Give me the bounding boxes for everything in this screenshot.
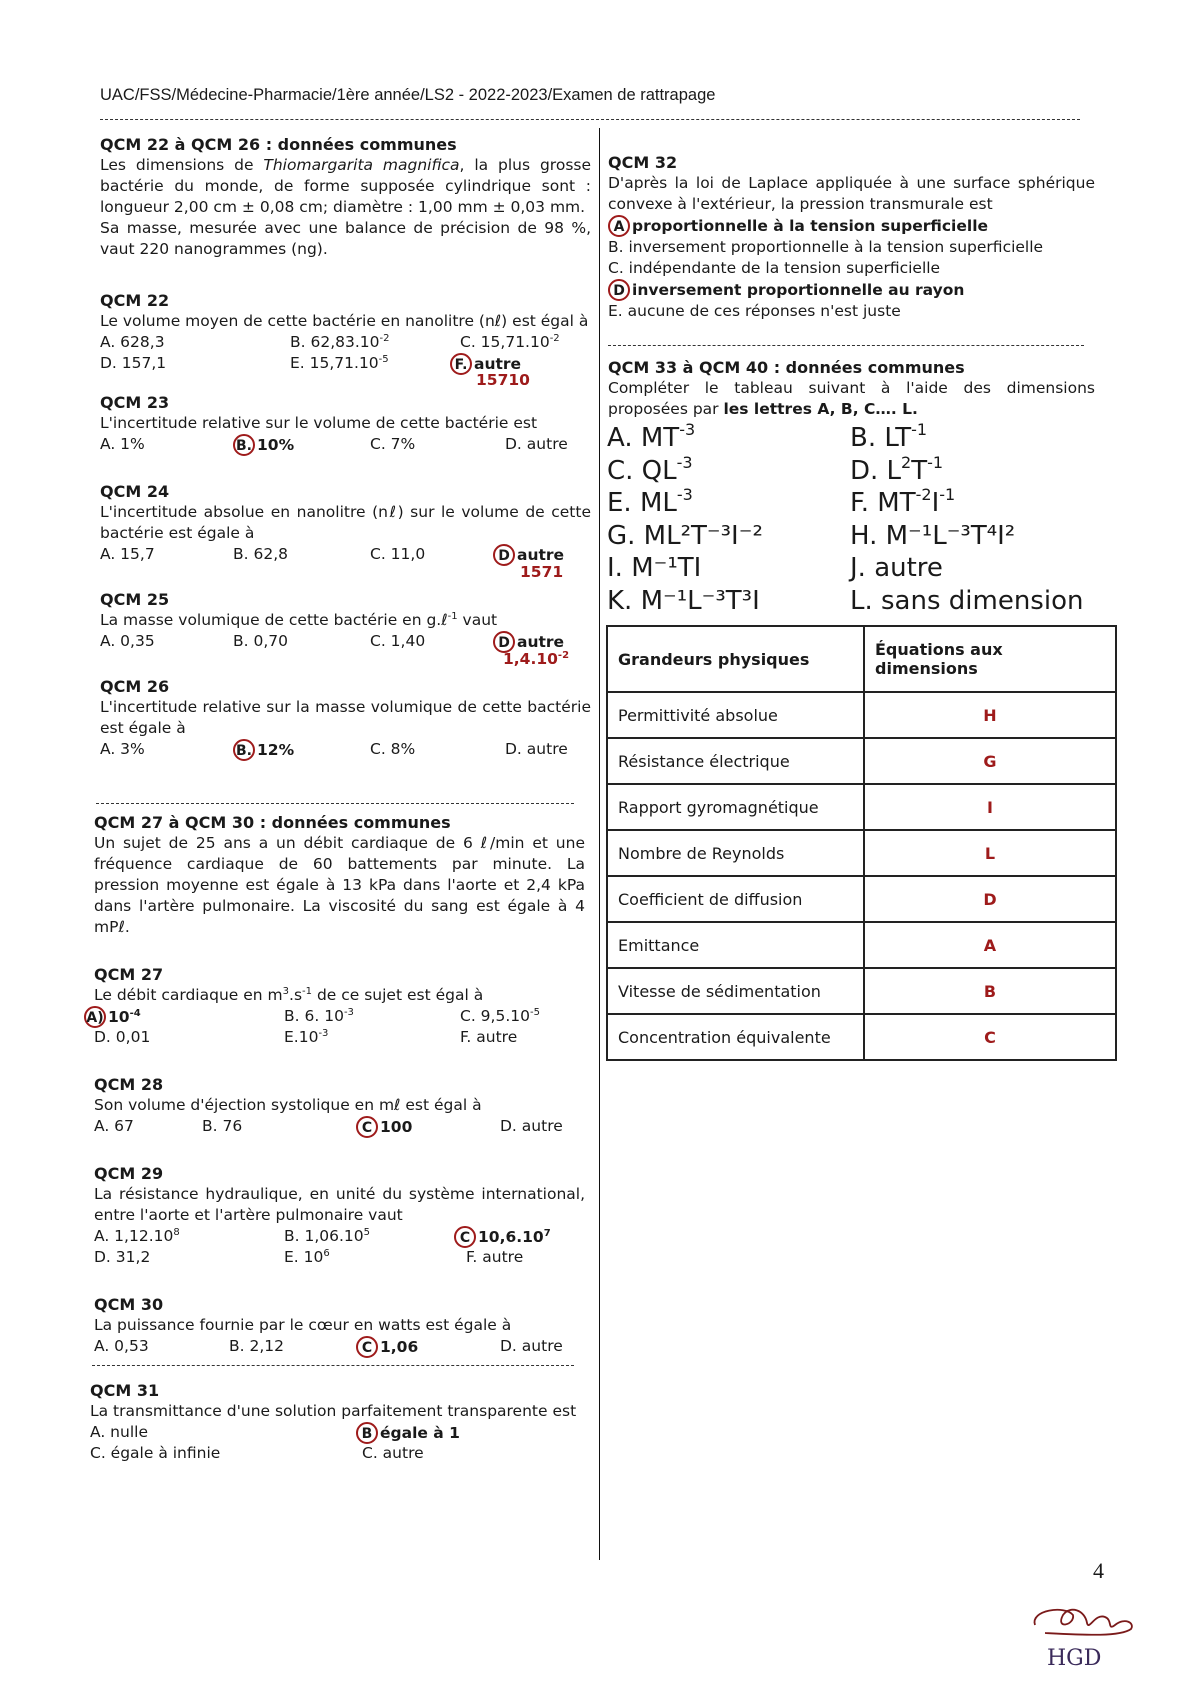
qcm30-text: La puissance fournie par le cœur en watts est égale à (94, 1316, 512, 1334)
qcm32-text: D'après la loi de Laplace appliquée à une surface sphérique convexe à l'extérieur, la pression transmurale est (608, 174, 1095, 213)
dim-option-k: K. M⁻¹L⁻³T³I (607, 585, 760, 616)
qcm30-option-b[interactable]: B. 2,12 (229, 1337, 284, 1355)
qcm30-option-a[interactable]: A. 0,53 (94, 1337, 149, 1355)
qcm27-option-b[interactable]: B. 6. $10^{-3}$ (284, 1006, 354, 1025)
qcm28-option-d[interactable]: D. autre (500, 1117, 563, 1135)
qcm27-option-c[interactable]: C. $9,5.10^{-5}$ (460, 1006, 540, 1025)
qcm25-option-b[interactable]: B. 0,70 (233, 632, 288, 650)
table-row: Résistance électrique G (607, 738, 1116, 784)
qcm30-option-d[interactable]: D. autre (500, 1337, 563, 1355)
qcm25-text: La masse volumique de cette bactérie en g.ℓ$^{-1}$ vaut (100, 610, 498, 629)
qcm24-answer-note: 1571 (520, 563, 564, 581)
qcm30-option-c[interactable]: C 1,06 (356, 1336, 418, 1358)
qcm23-option-c[interactable]: C. 7% (370, 435, 416, 453)
qcm32-option-e[interactable]: E. aucune de ces réponses n'est juste (608, 302, 901, 320)
dim-option-b: B. $LT^{-1}$ (850, 420, 928, 453)
column-divider (599, 128, 600, 1560)
qcm32-option-b[interactable]: B. inversement proportionnelle à la tension superficielle (608, 238, 1044, 256)
right-column-33 (608, 357, 1095, 420)
left-column (100, 134, 591, 760)
header-divider (100, 119, 1080, 120)
qcm28-option-b[interactable]: B. 76 (202, 1117, 243, 1135)
qcm28-title: QCM 28 (94, 1075, 164, 1094)
table-row: Rapport gyromagnétique I (607, 784, 1116, 830)
qcm29-option-b[interactable]: B. 1,06.10$^5$ (284, 1226, 371, 1245)
qcm22-option-c[interactable]: C. $15,71.10^{-2}$ (460, 332, 560, 351)
table-row: Nombre de Reynolds L (607, 830, 1116, 876)
dim-option-l: L. sans dimension (850, 585, 1084, 616)
qcm22-option-b[interactable]: B. $62,83.10^{-2}$ (290, 332, 390, 351)
qcm29-option-c[interactable]: C 10,6.10$^7$ (454, 1226, 551, 1248)
qcm25-title: QCM 25 (100, 590, 170, 609)
qcm27-30-text: Un sujet de 25 ans a un débit cardiaque de 6 ℓ/min et une fréquence cardiaque de 60 battements par minute. La pression moyenne est égale à 13 kPa dans l'aorte et 2,4 kPa dans l'artère pulmonaire. La viscosité du sang est égale à 4 mPℓ. (94, 834, 585, 936)
qcm32-option-c[interactable]: C. indépendante de la tension superficielle (608, 259, 941, 277)
qcm23-option-d[interactable]: D. autre (505, 435, 568, 453)
qcm22-option-a[interactable]: A. 628,3 (100, 333, 165, 351)
qcm26-option-d[interactable]: D. autre (505, 740, 568, 758)
qcm24-option-a[interactable]: A. 15,7 (100, 545, 155, 563)
left-column-bottom (90, 1380, 585, 1464)
qcm22-answer-note: 15710 (476, 371, 530, 389)
qcm24-option-d[interactable]: D autre (493, 544, 564, 566)
qcm29-text: La résistance hydraulique, en unité du système international, entre l'aorte et l'artère pulmonaire vaut (94, 1185, 585, 1224)
qcm26-text: L'incertitude relative sur la masse volumique de cette bactérie est égale à (100, 698, 591, 737)
table-row: Permittivité absolue H (607, 692, 1116, 738)
signature (1025, 1595, 1155, 1675)
qcm24-title: QCM 24 (100, 482, 170, 501)
qcm29-option-d[interactable]: D. 31,2 (94, 1248, 151, 1266)
qcm29-option-f[interactable]: F. autre (466, 1248, 524, 1266)
left-column-lower (86, 812, 585, 1357)
qcm22-option-d[interactable]: D. 157,1 (100, 354, 167, 372)
qcm22-26-mass-text: Sa masse, mesurée avec une balance de précision de 98 %, vaut 220 nanogrammes (ng). (100, 219, 591, 258)
table-header-dimension: Équations aux dimensions (864, 626, 1116, 692)
svg-text:HGD: HGD (1047, 1646, 1102, 1671)
qcm23-option-a[interactable]: A. 1% (100, 435, 145, 453)
dim-option-f: F. $MT^{-2}I^{-1}$ (850, 485, 956, 518)
qcm27-option-e[interactable]: $E.10^{-3}$ (284, 1027, 329, 1046)
qcm31-title: QCM 31 (90, 1381, 160, 1400)
dim-option-a: A. $MT^{-3}$ (607, 420, 696, 453)
table-row: Emittance A (607, 922, 1116, 968)
table-header-quantity: Grandeurs physiques (607, 626, 864, 692)
page-header: UAC/FSS/Médecine-Pharmacie/1ère année/LS2 - 2022-2023/Examen de rattrapage (100, 86, 716, 104)
page-number: 4 (1093, 1558, 1104, 1583)
qcm26-title: QCM 26 (100, 677, 170, 696)
qcm33-40-title: QCM 33 à QCM 40 : données communes (608, 358, 965, 377)
qcm22-26-title: QCM 22 à QCM 26 : données communes (100, 135, 457, 154)
qcm27-text: Le débit cardiaque en $m^3.s^{-1}$ de ce sujet est égal à (94, 985, 484, 1004)
divider-30-31 (92, 1365, 574, 1366)
qcm23-title: QCM 23 (100, 393, 170, 412)
qcm27-title: QCM 27 (94, 965, 164, 984)
dim-option-c: C. $QL^{-3}$ (607, 452, 693, 486)
qcm22-text: Le volume moyen de cette bactérie en nanolitre (nℓ) est égal à (100, 312, 589, 330)
dimensions-table (606, 625, 1117, 1061)
qcm22-option-e[interactable]: E. $15,71.10^{-5}$ (290, 353, 389, 372)
divider-26-27 (96, 803, 574, 804)
right-column (608, 152, 1095, 322)
qcm27-option-a[interactable]: A) $10^{-4}$ (84, 1006, 141, 1028)
qcm25-answer-note: $1,4.10^{-2}$ (503, 649, 570, 668)
qcm29-title: QCM 29 (94, 1164, 164, 1183)
qcm32-title: QCM 32 (608, 153, 678, 172)
qcm27-30-title: QCM 27 à QCM 30 : données communes (94, 813, 451, 832)
table-row: Coefficient de diffusion D (607, 876, 1116, 922)
qcm22-title: QCM 22 (100, 291, 170, 310)
qcm29-option-a[interactable]: A. 1,12.10$^8$ (94, 1226, 180, 1245)
dim-option-g: G. ML²T⁻³I⁻² (607, 520, 763, 551)
table-row: Concentration équivalente C (607, 1014, 1116, 1060)
table-row: Vitesse de sédimentation B (607, 968, 1116, 1014)
dimension-options (607, 422, 1097, 617)
qcm28-option-c[interactable]: C 100 (356, 1116, 412, 1138)
dim-option-e: E. $ML^{-3}$ (607, 485, 693, 518)
qcm26-option-b[interactable]: B. 12% (233, 739, 294, 761)
qcm28-option-a[interactable]: A. 67 (94, 1117, 134, 1135)
qcm24-text: L'incertitude absolue en nanolitre (nℓ) sur le volume de cette bactérie est égale à (100, 503, 591, 542)
qcm31-option-d[interactable]: C. autre (362, 1444, 424, 1462)
qcm31-option-b[interactable]: B égale à 1 (356, 1422, 460, 1444)
dim-option-j: J. autre (850, 553, 943, 583)
qcm28-text: Son volume d'éjection systolique en mℓ est égal à (94, 1096, 482, 1114)
dim-option-i: I. M⁻¹TI (607, 553, 702, 583)
dim-option-h: H. M⁻¹L⁻³T⁴I² (850, 520, 1016, 551)
dim-option-d: D. $L^2T^{-1}$ (850, 452, 944, 486)
qcm25-option-a[interactable]: A. 0,35 (100, 632, 155, 650)
qcm31-option-c[interactable]: C. égale à infinie (90, 1444, 221, 1462)
qcm25-option-c[interactable]: C. 1,40 (370, 632, 426, 650)
qcm27-option-f[interactable]: F. autre (460, 1028, 518, 1046)
qcm27-option-d[interactable]: D. 0,01 (94, 1028, 151, 1046)
qcm22-option-f[interactable]: F. autre (450, 353, 521, 375)
qcm31-option-a[interactable]: A. nulle (90, 1423, 148, 1441)
qcm30-title: QCM 30 (94, 1295, 164, 1314)
qcm22-26-text: Les dimensions de Thiomargarita magnifica, la plus grosse bactérie du monde, de forme supposée cylindrique sont : longueur 2,00 cm ± 0,08 cm; diamètre : 1,00 mm ± 0,03 mm. (100, 156, 592, 216)
qcm24-option-b[interactable]: B. 62,8 (233, 545, 288, 563)
divider-32-33 (608, 345, 1084, 346)
qcm32-option-d[interactable]: D inversement proportionnelle au rayon (608, 279, 1095, 301)
qcm26-option-a[interactable]: A. 3% (100, 740, 145, 758)
qcm26-option-c[interactable]: C. 8% (370, 740, 416, 758)
qcm31-text: La transmittance d'une solution parfaitement transparente est (90, 1402, 577, 1420)
qcm29-option-e[interactable]: E. $10^6$ (284, 1247, 330, 1266)
qcm23-option-b[interactable]: B. 10% (233, 434, 294, 456)
qcm23-text: L'incertitude relative sur le volume de cette bactérie est (100, 414, 538, 432)
qcm24-option-c[interactable]: C. 11,0 (370, 545, 426, 563)
qcm25-option-d[interactable]: D autre (493, 631, 564, 653)
qcm33-40-text: Compléter le tableau suivant à l'aide des dimensions proposées par les lettres A, B, C…. L. (608, 379, 1095, 418)
qcm32-option-a[interactable]: A proportionnelle à la tension superficielle (608, 215, 1095, 237)
